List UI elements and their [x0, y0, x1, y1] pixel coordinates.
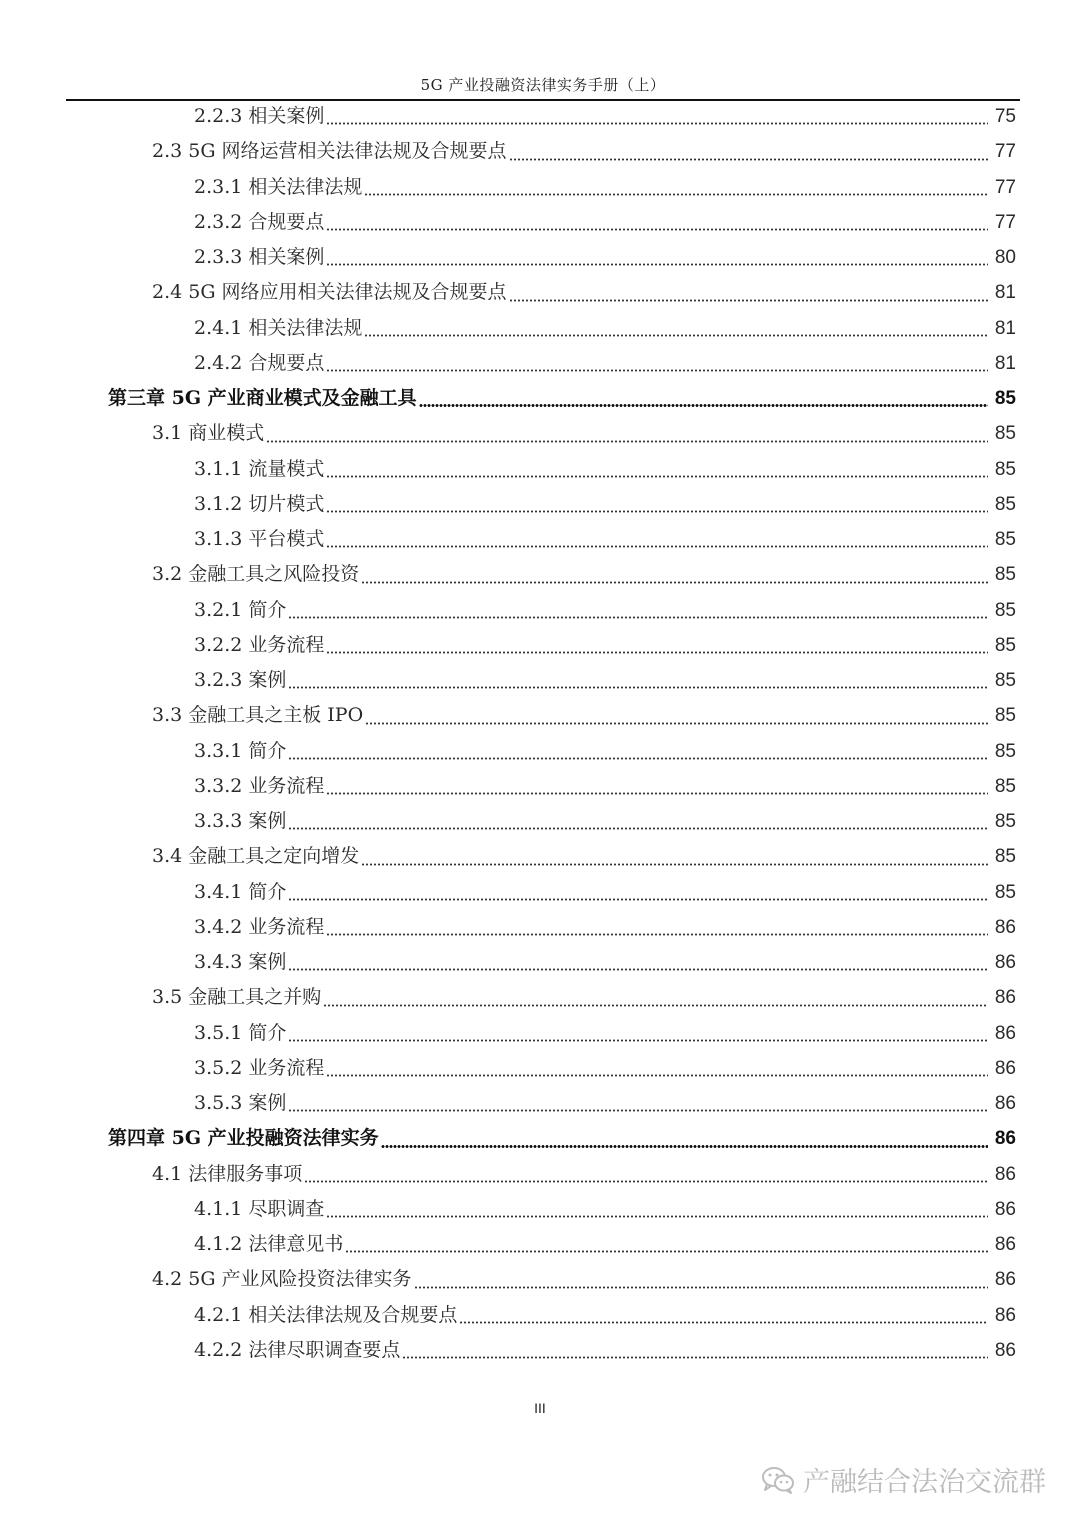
- toc-entry-page: 85: [994, 493, 1016, 515]
- toc-subsection-entry[interactable]: [0, 170, 1080, 205]
- toc-dot-leader: [364, 334, 988, 337]
- watermark: [761, 1460, 1046, 1499]
- toc-subsection-entry[interactable]: [0, 1227, 1080, 1262]
- toc-subsection-entry[interactable]: [0, 487, 1080, 522]
- toc-subsection-entry[interactable]: [0, 1086, 1080, 1121]
- toc-entry-label: 3.5.3 案例: [194, 1092, 287, 1115]
- toc-subsection-entry[interactable]: [0, 1298, 1080, 1333]
- toc-subsection-entry[interactable]: [0, 593, 1080, 628]
- toc-subsection-entry[interactable]: [0, 522, 1080, 557]
- toc-entry-label: 3.4.1 简介: [194, 880, 287, 903]
- watermark-text: 产融结合法治交流群: [803, 1467, 1046, 1498]
- toc-entry-page: 85: [994, 564, 1016, 586]
- toc-entry-label: 4.1.1 尽职调查: [194, 1197, 325, 1220]
- toc-subsection-entry[interactable]: [0, 1192, 1080, 1227]
- toc-subsection-entry[interactable]: [0, 1333, 1080, 1368]
- toc-dot-leader: [402, 1356, 988, 1359]
- toc-dot-leader: [509, 299, 988, 302]
- toc-dot-leader: [326, 475, 988, 478]
- toc-entry-label: 3.1.1 流量模式: [194, 457, 325, 480]
- toc-chapter-entry[interactable]: [0, 1121, 1080, 1156]
- toc-entry-page: 86: [994, 987, 1016, 1009]
- toc-subsection-entry[interactable]: [0, 240, 1080, 275]
- toc-section-entry[interactable]: [0, 275, 1080, 310]
- toc-dot-leader: [326, 228, 988, 231]
- toc-subsection-entry[interactable]: [0, 205, 1080, 240]
- toc-entry-page: 86: [994, 1234, 1016, 1256]
- toc-entry-page: 86: [994, 1057, 1016, 1079]
- toc-dot-leader: [326, 122, 988, 125]
- toc-entry-label: 2.4.2 合规要点: [194, 351, 325, 374]
- toc-entry-page: 86: [994, 1339, 1016, 1361]
- toc-subsection-entry[interactable]: [0, 769, 1080, 804]
- toc-subsection-entry[interactable]: [0, 311, 1080, 346]
- toc-entry-page: 85: [994, 388, 1016, 410]
- toc-entry-label: 2.4 5G 网络应用相关法律法规及合规要点: [152, 281, 507, 304]
- toc-entry-page: 77: [994, 176, 1016, 198]
- toc-dot-leader: [459, 1321, 988, 1324]
- toc-entry-label: 3.2.2 业务流程: [194, 633, 325, 656]
- toc-entry-label: 第三章 5G 产业商业模式及金融工具: [108, 387, 417, 410]
- toc-entry-page: 85: [994, 846, 1016, 868]
- toc-dot-leader: [288, 898, 988, 901]
- toc-subsection-entry[interactable]: [0, 663, 1080, 698]
- toc-entry-page: 86: [994, 1093, 1016, 1115]
- toc-entry-page: 85: [994, 881, 1016, 903]
- toc-entry-page: 85: [994, 775, 1016, 797]
- toc-dot-leader: [288, 616, 988, 619]
- page-number: III: [534, 1400, 546, 1416]
- toc-dot-leader: [266, 440, 988, 443]
- toc-entry-page: 85: [994, 670, 1016, 692]
- toc-entry-label: 3.2.3 案例: [194, 669, 287, 692]
- toc-entry-page: 81: [994, 282, 1016, 304]
- toc-entry-label: 2.2.3 相关案例: [194, 105, 325, 128]
- toc-entry-page: 86: [994, 916, 1016, 938]
- toc-entry-label: 3.4.3 案例: [194, 951, 287, 974]
- toc-chapter-entry[interactable]: [0, 381, 1080, 416]
- toc-dot-leader: [326, 1074, 988, 1077]
- toc-subsection-entry[interactable]: [0, 628, 1080, 663]
- toc-dot-leader: [326, 545, 988, 548]
- toc-entry-label: 3.5.2 业务流程: [194, 1056, 325, 1079]
- running-header: 5G 产业投融资法律实务手册（上）: [420, 76, 666, 94]
- toc-entry-label: 3.3.3 案例: [194, 810, 287, 833]
- toc-dot-leader: [326, 792, 988, 795]
- toc-dot-leader: [365, 722, 988, 725]
- toc-entry-page: 81: [994, 352, 1016, 374]
- wechat-icon: [761, 1465, 795, 1495]
- toc-subsection-entry[interactable]: [0, 804, 1080, 839]
- toc-entry-page: 85: [994, 811, 1016, 833]
- toc-entry-page: 85: [994, 740, 1016, 762]
- toc-entry-label: 2.3.1 相关法律法规: [194, 175, 363, 198]
- toc-entry-label: 3.4 金融工具之定向增发: [152, 845, 360, 868]
- toc-dot-leader: [419, 404, 988, 407]
- toc-subsection-entry[interactable]: [0, 452, 1080, 487]
- toc-dot-leader: [323, 1004, 988, 1007]
- toc-entry-page: 85: [994, 599, 1016, 621]
- toc-section-entry[interactable]: [0, 980, 1080, 1015]
- toc-dot-leader: [381, 1145, 988, 1148]
- toc-dot-leader: [345, 1250, 988, 1253]
- toc-entry-page: 77: [994, 211, 1016, 233]
- toc-section-entry[interactable]: [0, 557, 1080, 592]
- toc-entry-label: 3.1.3 平台模式: [194, 528, 325, 551]
- toc-entry-page: 85: [994, 705, 1016, 727]
- toc-dot-leader: [364, 193, 988, 196]
- toc-entry-label: 2.3.3 相关案例: [194, 246, 325, 269]
- toc-subsection-entry[interactable]: [0, 99, 1080, 134]
- toc-dot-leader: [326, 510, 988, 513]
- toc-subsection-entry[interactable]: [0, 945, 1080, 980]
- toc-entry-label: 3.5 金融工具之并购: [152, 986, 322, 1009]
- toc-entry-label: 3.2 金融工具之风险投资: [152, 563, 360, 586]
- toc-entry-label: 3.5.1 简介: [194, 1021, 287, 1044]
- toc-dot-leader: [288, 827, 988, 830]
- toc-entry-page: 86: [994, 952, 1016, 974]
- toc-entry-label: 4.1.2 法律意见书: [194, 1233, 344, 1256]
- toc-entry-page: 86: [994, 1304, 1016, 1326]
- toc-entry-label: 3.3.2 业务流程: [194, 774, 325, 797]
- toc-entry-label: 2.4.1 相关法律法规: [194, 316, 363, 339]
- toc-section-entry[interactable]: [0, 1262, 1080, 1297]
- toc-entry-page: 80: [994, 247, 1016, 269]
- toc-subsection-entry[interactable]: [0, 910, 1080, 945]
- toc-entry-page: 85: [994, 458, 1016, 480]
- toc-section-entry[interactable]: [0, 1157, 1080, 1192]
- toc-dot-leader: [361, 581, 988, 584]
- toc-subsection-entry[interactable]: [0, 1016, 1080, 1051]
- toc-dot-leader: [326, 933, 988, 936]
- toc-dot-leader: [288, 1109, 988, 1112]
- toc-entry-page: 81: [994, 317, 1016, 339]
- toc-entry-page: 86: [994, 1198, 1016, 1220]
- toc-section-entry[interactable]: [0, 416, 1080, 451]
- toc-dot-leader: [326, 369, 988, 372]
- toc-entry-label: 3.4.2 业务流程: [194, 915, 325, 938]
- toc-dot-leader: [326, 1215, 988, 1218]
- toc-entry-page: 86: [994, 1163, 1016, 1185]
- toc-dot-leader: [288, 757, 988, 760]
- toc-section-entry[interactable]: [0, 134, 1080, 169]
- toc-entry-label: 4.2.2 法律尽职调查要点: [194, 1338, 401, 1361]
- toc-entry-page: 86: [994, 1022, 1016, 1044]
- toc-subsection-entry[interactable]: [0, 734, 1080, 769]
- toc-subsection-entry[interactable]: [0, 875, 1080, 910]
- toc-dot-leader: [414, 1286, 988, 1289]
- toc-entry-label: 2.3.2 合规要点: [194, 210, 325, 233]
- toc-dot-leader: [361, 863, 988, 866]
- toc-entry-label: 第四章 5G 产业投融资法律实务: [108, 1127, 379, 1150]
- toc-entry-page: 77: [994, 141, 1016, 163]
- toc-subsection-entry[interactable]: [0, 346, 1080, 381]
- toc-dot-leader: [509, 158, 988, 161]
- toc-section-entry[interactable]: [0, 698, 1080, 733]
- toc-subsection-entry[interactable]: [0, 1051, 1080, 1086]
- toc-entry-label: 2.3 5G 网络运营相关法律法规及合规要点: [152, 140, 507, 163]
- toc-entry-label: 3.3 金融工具之主板 IPO: [152, 704, 364, 727]
- toc-entry-label: 3.3.1 简介: [194, 739, 287, 762]
- toc-entry-label: 3.1 商业模式: [152, 422, 265, 445]
- toc-dot-leader: [304, 1180, 988, 1183]
- toc-dot-leader: [288, 1039, 988, 1042]
- toc-entry-page: 85: [994, 423, 1016, 445]
- toc-entry-label: 4.2 5G 产业风险投资法律实务: [152, 1268, 412, 1291]
- toc-entry-label: 4.1 法律服务事项: [152, 1162, 303, 1185]
- toc-dot-leader: [326, 651, 988, 654]
- toc-entry-page: 85: [994, 634, 1016, 656]
- toc-dot-leader: [288, 968, 988, 971]
- toc-entry-page: 86: [994, 1128, 1016, 1150]
- toc-dot-leader: [326, 263, 988, 266]
- toc-entry-page: 86: [994, 1269, 1016, 1291]
- toc-section-entry[interactable]: [0, 839, 1080, 874]
- table-of-contents: [0, 99, 1080, 1368]
- toc-entry-page: 85: [994, 529, 1016, 551]
- toc-entry-label: 3.1.2 切片模式: [194, 492, 325, 515]
- toc-dot-leader: [288, 686, 988, 689]
- toc-entry-page: 75: [994, 106, 1016, 128]
- toc-entry-label: 4.2.1 相关法律法规及合规要点: [194, 1303, 458, 1326]
- toc-entry-label: 3.2.1 简介: [194, 598, 287, 621]
